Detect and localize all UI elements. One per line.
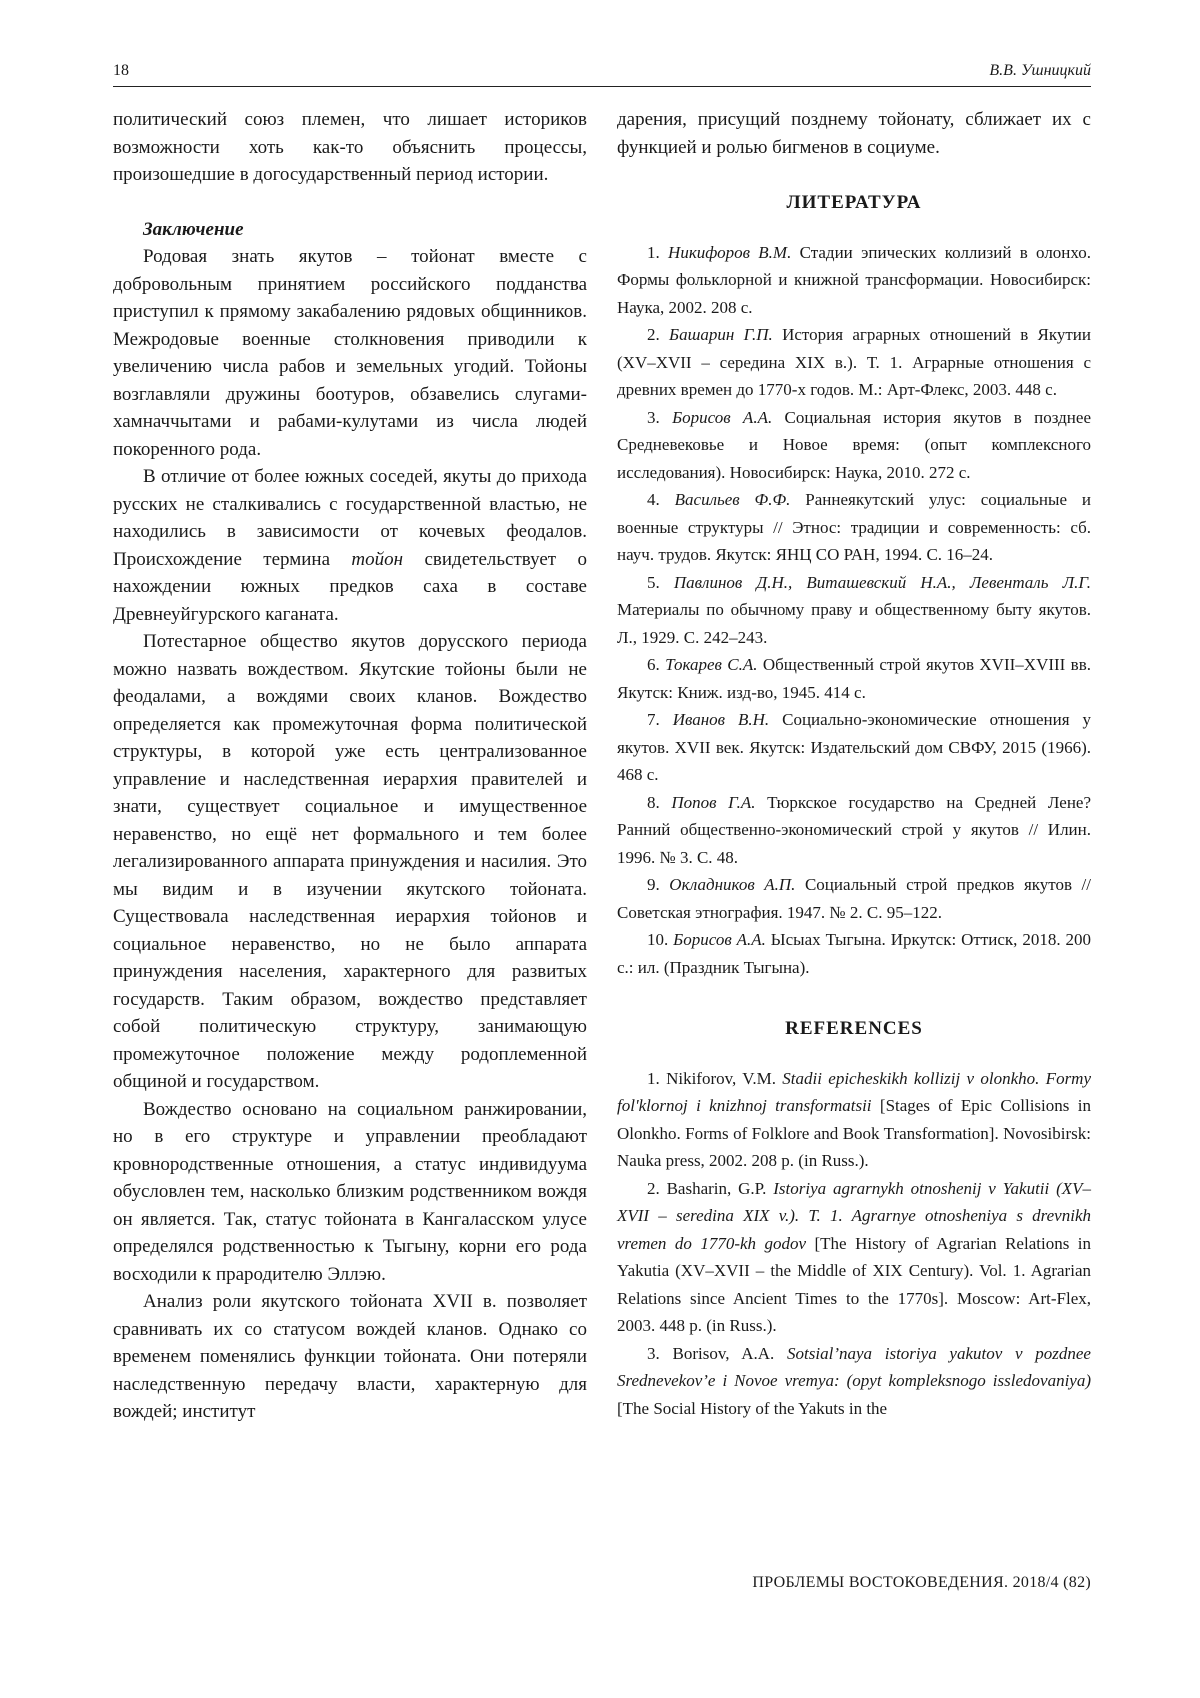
body-paragraph [113,463,587,628]
item-text: Раннеякутский улус: социальные и военные структуры // Этнос: традиции и современность: сб. науч. трудов. Якутск: ЯНЦ СО РАН, 1994. С. 16–24. [617,490,1091,564]
item-text: Социально-экономические отношения у якутов. XVII век. Якутск: Издательский дом СВФУ, 2015 (1966). 468 с. [617,710,1091,784]
term-italic: тойон [351,548,404,570]
literature-item [617,569,1091,652]
text-run: свидетельствует о нахождении южных предков саха в составе Древнеуйгурского каганата. [113,548,587,625]
running-author: В.В. Ушницкий [989,62,1091,79]
ref-author: 3. Borisov, A.A. [647,1343,788,1363]
ref-details: [The History of Agrarian Relations in Yakutia (XV–XVII – the Middle of XIX Century). Vol. 1. Agrarian Relations since Ancient Times to the 1770s]. Moscow: Art-Flex, 2003. 448 p. (in Russ.). [617,1233,1091,1335]
item-author: Павлинов Д.Н., Виташевский Н.А., Левенталь Л.Г. [673,572,1091,592]
item-number: 10. [647,930,674,949]
body-paragraph: Вождество основано на социальном ранжировании, но в его структуре и управлении преобладают кровнородственные отношения, а статус индивидуума обусловлен тем, насколько близким родственником вождя он является. Так, статус тойоната в Кангаласском улусе определялся родственностью к Тыгыну, корни его рода восходили к прародителю Эллэю. [113,1098,587,1285]
ref-details: [Stages of Epic Collisions in Olonkho. Forms of Folklore and Book Transformation]. Novosibirsk: Nauka press, 2002. 208 p. (in Russ.). [617,1096,1091,1170]
item-number: 2. [647,325,670,344]
item-author: Борисов А.А. [672,407,773,427]
ref-details: [The Social History of the Yakuts in the [617,1398,888,1418]
literature-item [617,871,1091,926]
item-author: Токарев С.А. [665,655,758,674]
body-paragraph: Родовая знать якутов – тойонат вместе с добровольным принятием российского подданства приступил к прямому закабалению рядовых общинников. Межродовые военные столкновения приводили к увеличению числа рабов и земельных угодий. Тойоны возглавляли дружины боотуров, обзавелись слугами-хамначчытами и рабами-кулутами из числа людей покоренного рода. [113,246,587,460]
item-author: Попов Г.А. [671,792,756,812]
item-text: История аграрных отношений в Якутии (XV–XVII – середина XIX в.). Т. 1. Аграрные отношения с древних времен до 1770-х годов. М.: Арт-Флекс, 2003. 448 с. [617,325,1091,399]
ref-author: 2. Basharin, G.P. [647,1178,774,1198]
item-author: Башарин Г.П. [669,325,773,344]
item-text: Стадии эпических коллизий в олонхо. Формы фольклорной и книжной трансформации. Новосибирск: Наука, 2002. 208 с. [617,242,1092,317]
ref-author: 1. Nikiforov, V.M. [647,1068,783,1088]
item-number: 9. [647,875,670,894]
item-text: Социальный строй предков якутов // Советская этнография. 1947. № 2. С. 95–122. [617,875,1092,922]
body-paragraph: политический союз племен, что лишает историков возможности хоть как-то объяснить процессы, произошедшие в догосударственный период истории. [113,109,587,185]
literature-item [617,321,1091,404]
literature-heading: ЛИТЕРАТУРА [786,192,922,213]
body-paragraph: Потестарное общество якутов дорусского периода можно назвать вождеством. Якутские тойоны были не феодалами, а вождями своих кланов. Вождество определяется как промежуточная форма политической структуры, в которой уже есть централизованное управление и наследственная иерархия правителей и знати, существует социальное и имущественное неравенство, но ещё нет формального и тем более легализированного аппарата принуждения и насилия. Это мы видим и в изучении якутского тойоната. Существовала наследственная иерархия тойонов и социальное неравенство, но не было аппарата принуждения населения, характерного для развитых государств. Таким образом, вождество представляет собой политическую структуру, занимающую промежуточное положение между родоплеменной общиной и государством. [113,631,587,1092]
literature-item [617,404,1091,487]
ref-title-translit: Sotsial’naya istoriya yakutov v pozdnee Srednevekov’e i Novoe vremya: (opyt kompleksnogo issledovaniya) [617,1343,1091,1390]
item-author: Никифоров В.М. [668,242,792,262]
item-number: 8. [647,792,672,812]
item-text: Материалы по обычному праву и общественному быту якутов. Л., 1929. С. 242–243. [617,600,1091,647]
item-number: 1. [647,242,669,262]
literature-list [617,239,1091,982]
item-author: Окладников А.П. [669,875,796,894]
section-heading-conclusion: Заключение [143,218,244,240]
literature-item [617,651,1091,706]
item-number: 7. [647,710,673,729]
item-number: 3. [647,407,673,427]
item-number: 6. [647,655,666,674]
item-text: Ысыах Тыгына. Иркутск: Оттиск, 2018. 200 с.: ил. (Праздник Тыгына). [617,930,1091,977]
body-paragraph: дарения, присущий позднему тойонату, сближает их с функцией и ролью бигменов в социуме. [617,109,1091,158]
reference-item [617,1175,1091,1340]
text-run: В отличие от более южных соседей, якуты до прихода русских не сталкивались с государственной властью, не находились в зависимости от кочевых феодалов. Происхождение термина [113,466,587,570]
item-text: Социальная история якутов в позднее Средневековье и Новое время: (опыт комплексного исследования). Новосибирск: Наука, 2010. 272 с. [617,407,1091,482]
item-text: Общественный строй якутов XVII–XVIII вв. Якутск: Книж. изд-во, 1945. 414 с. [617,655,1091,702]
body-paragraph: Анализ роли якутского тойоната XVII в. позволяет сравнивать их со статусом вождей кланов. Однако со временем поменялись функции тойоната. Они потеряли наследственную передачу власти, характерную для вождей; институт [113,1291,587,1422]
literature-item [617,926,1091,981]
literature-item [617,706,1091,789]
reference-item [617,1065,1091,1175]
item-author: Иванов В.Н. [672,710,770,729]
journal-footer: ПРОБЛЕМЫ ВОСТОКОВЕДЕНИЯ. 2018/4 (82) [752,1574,1091,1591]
ref-title-translit: Istoriya agrarnykh otnoshenij v Yakutii (XV–XVII – seredina XIX v.). T. 1. Agrarnye otnosheniya s drevnikh vremen do 1770-kh godov [617,1178,1091,1253]
page-number: 18 [113,62,129,79]
references-heading: REFERENCES [785,1018,923,1039]
reference-item [617,1340,1091,1423]
right-column [617,106,1091,1422]
ref-title-translit: Stadii epicheskikh kollizij v olonkho. Formy fol'klornoj i knizhnoj transformatsii [617,1068,1092,1115]
literature-item [617,486,1091,569]
left-column [113,106,587,1426]
item-number: 5. [647,572,674,592]
running-header [113,60,1091,87]
literature-item [617,239,1091,322]
item-author: Борисов А.А. [673,930,766,949]
references-list [617,1065,1091,1423]
literature-item [617,789,1091,872]
item-author: Васильев Ф.Ф. [674,490,791,509]
item-number: 4. [647,490,675,509]
item-text: Тюркское государство на Средней Лене? Ранний общественно-экономический строй у якутов // Илин. 1996. № 3. С. 48. [617,792,1092,867]
